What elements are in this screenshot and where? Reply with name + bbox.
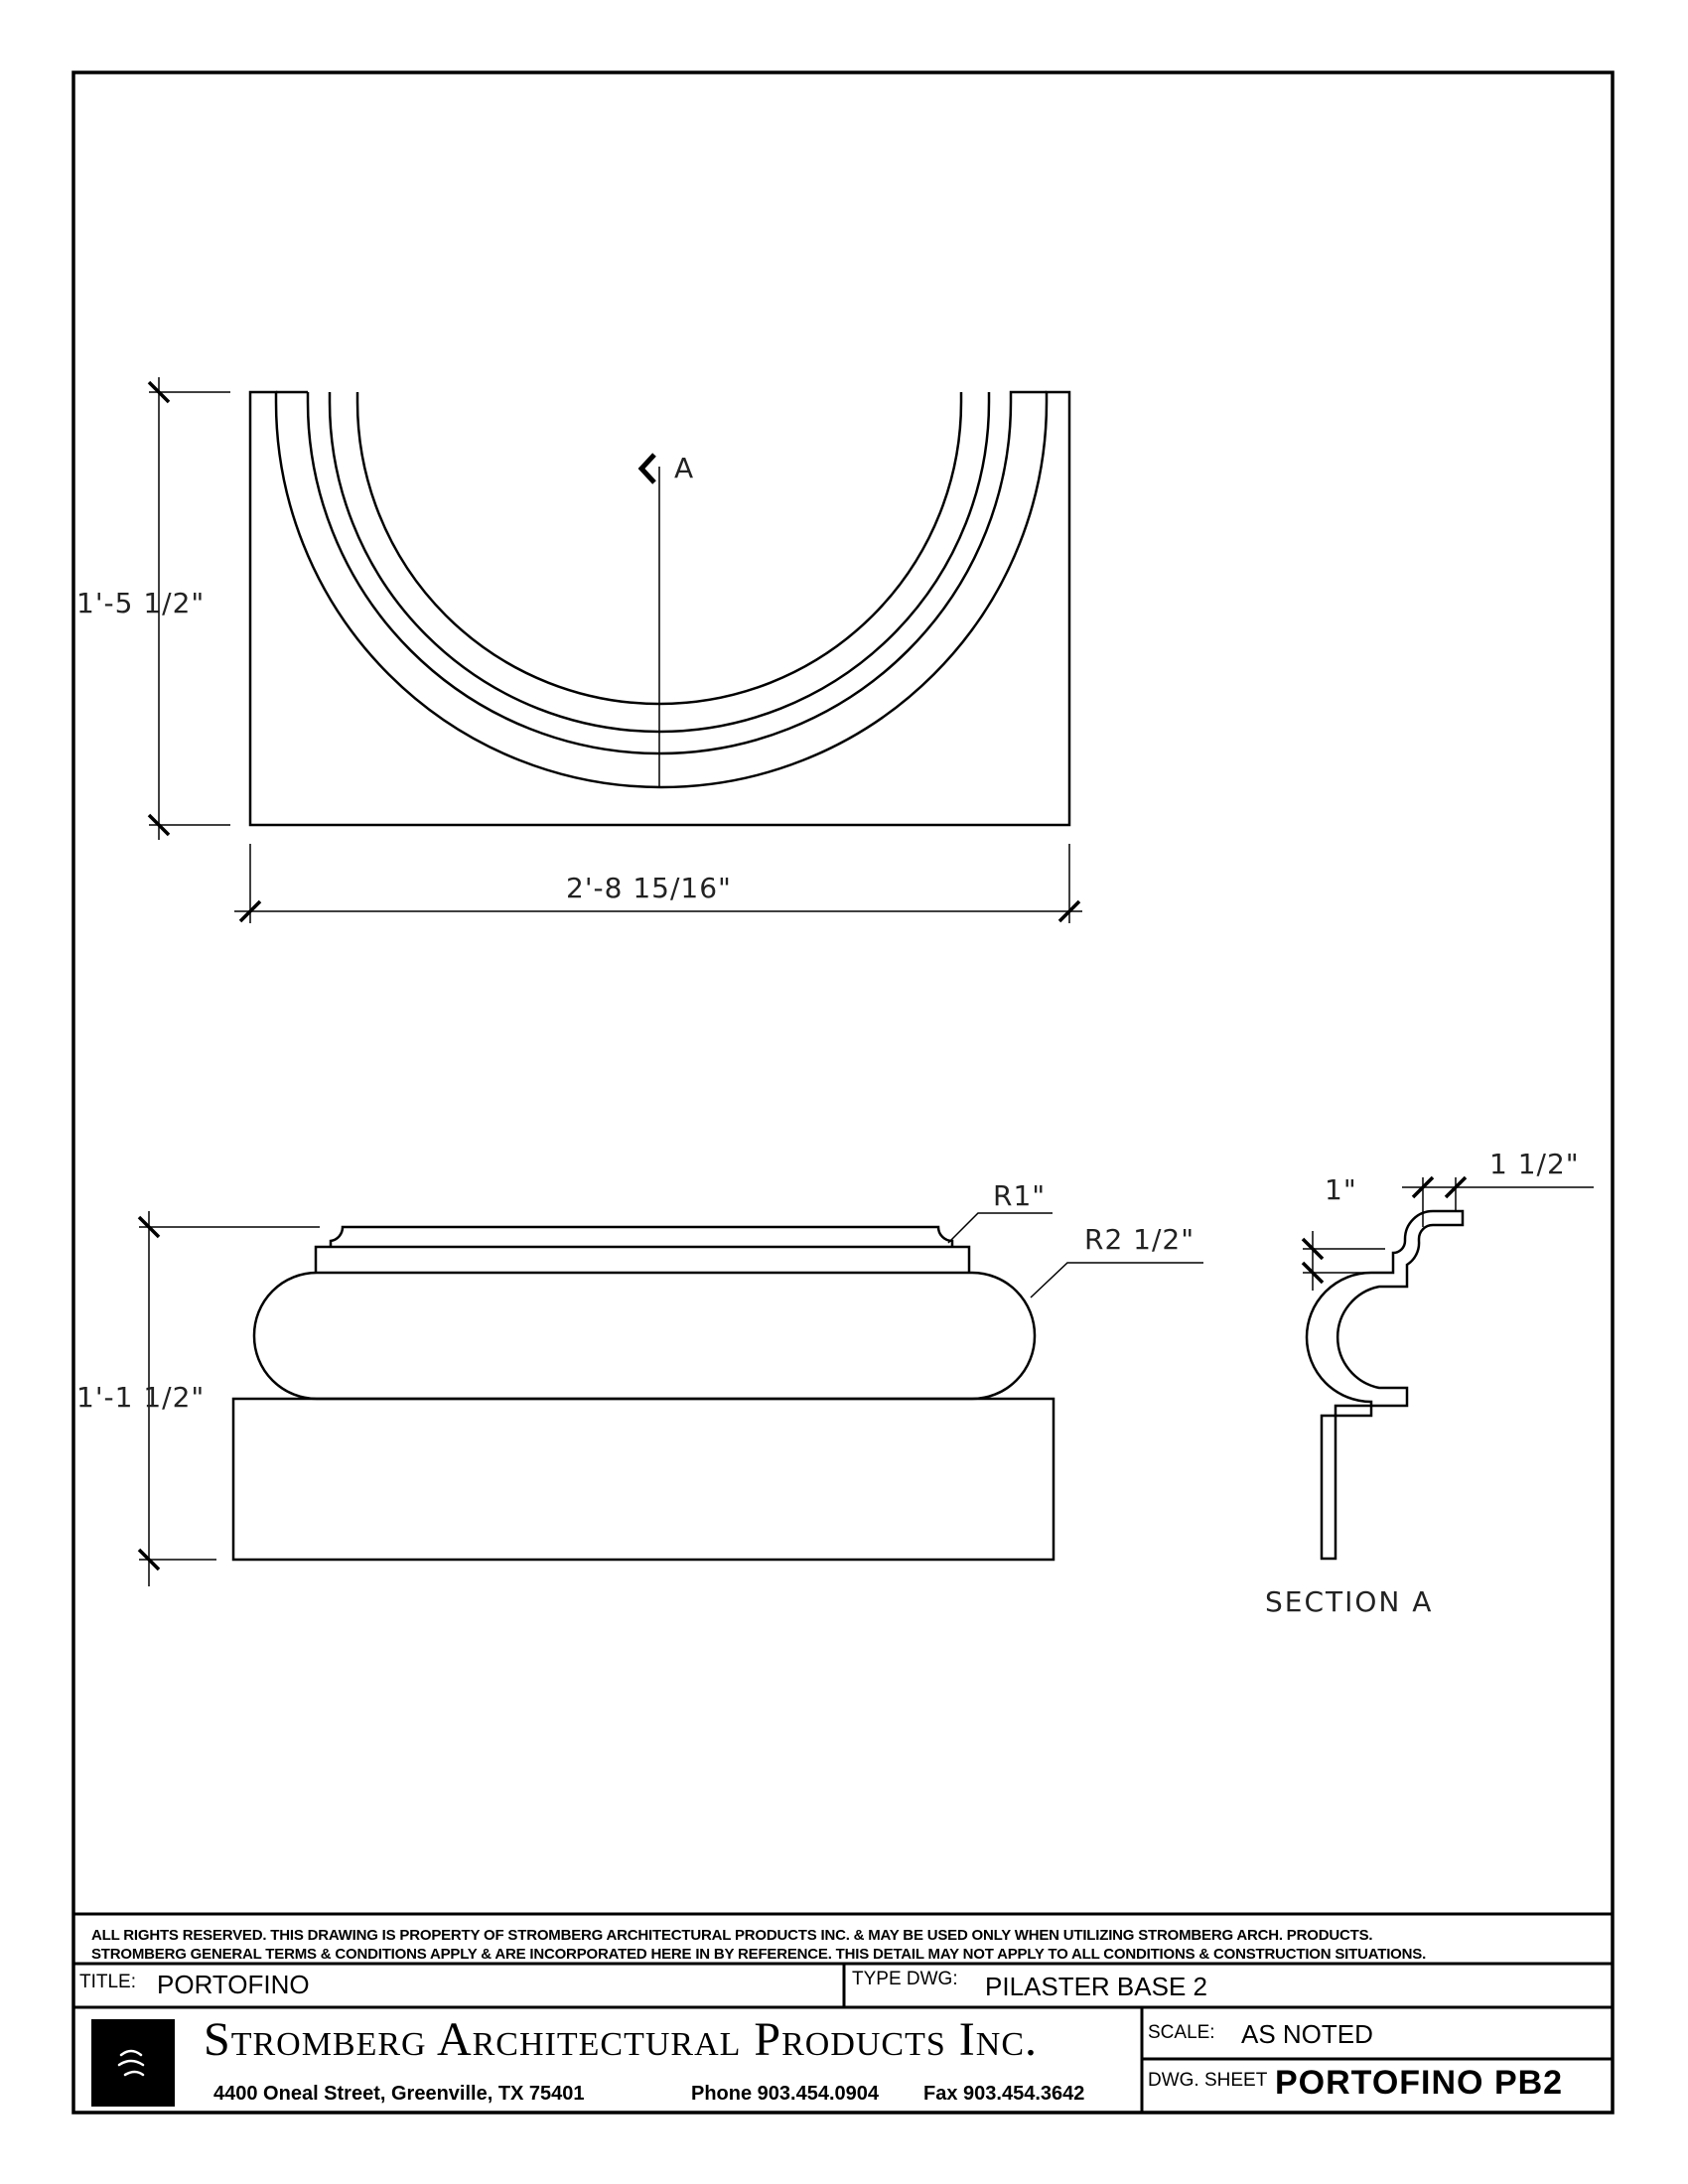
section-marker-text: A [674, 452, 695, 484]
section-profile [1307, 1211, 1463, 1559]
plan-height-dim-text: 1'-5 1/2" [76, 587, 206, 619]
section-a-label: SECTION A [1265, 1585, 1434, 1618]
company-phone: Phone 903.454.0904 [691, 2083, 880, 2105]
plan-ring-outer [308, 392, 1047, 753]
r2-dim-text: R2 1/2" [1084, 1223, 1196, 1256]
logo-icon [91, 2019, 175, 2107]
r1-leader [948, 1213, 1053, 1243]
dwg-sheet-label: DWG. SHEET [1148, 2070, 1268, 2091]
notice-line-1: ALL RIGHTS RESERVED. THIS DRAWING IS PROPERTY OF STROMBERG ARCHITECTURAL PRODUCTS INC. & MAY BE USED ONLY WHEN UTILIZING STROMBERG ARCH. PRODUCTS. [91, 1927, 1373, 1944]
plan-width-dim-text: 2'-8 15/16" [566, 872, 732, 904]
title-value: PORTOFINO [157, 1970, 310, 1999]
dwg-sheet-value: PORTOFINO PB2 [1275, 2064, 1564, 2102]
elevation-torus [254, 1273, 1035, 1399]
type-dwg-value: PILASTER BASE 2 [985, 1972, 1207, 2001]
section-dim2-text: 1 1/2" [1489, 1148, 1580, 1180]
scale-value: AS NOTED [1241, 2019, 1373, 2049]
r2-leader [1031, 1263, 1203, 1297]
title-label: TITLE: [79, 1972, 137, 1992]
scale-label: SCALE: [1148, 2022, 1215, 2043]
elev-height-dim-text: 1'-1 1/2" [76, 1381, 206, 1414]
notice-line-2: STROMBERG GENERAL TERMS & CONDITIONS APPLY & ARE INCORPORATED HERE IN BY REFERENCE. THIS DETAIL MAY NOT APPLY TO ALL CONDITIONS & CONSTRUCTION SITUATIONS. [91, 1946, 1427, 1963]
company-logo [91, 2019, 175, 2107]
section-dim1-text: 1" [1325, 1173, 1357, 1206]
company-fax: Fax 903.454.3642 [923, 2083, 1085, 2105]
elevation-fillet [316, 1247, 969, 1273]
company-name: Stromberg Architectural Products Inc. [204, 2013, 1038, 2066]
r1-dim-text: R1" [993, 1179, 1047, 1212]
elevation-view [139, 1211, 1203, 1586]
type-dwg-label: TYPE DWG: [852, 1969, 958, 1989]
section-arrow-icon [641, 455, 654, 482]
section-a [1303, 1177, 1594, 1559]
elevation-top-band [331, 1227, 952, 1247]
elevation-plinth [233, 1399, 1054, 1560]
company-address: 4400 Oneal Street, Greenville, TX 75401 [213, 2083, 585, 2105]
copyright-notice [91, 1926, 1426, 1964]
plan-view [149, 377, 1082, 923]
sheet-border [73, 72, 1613, 2113]
